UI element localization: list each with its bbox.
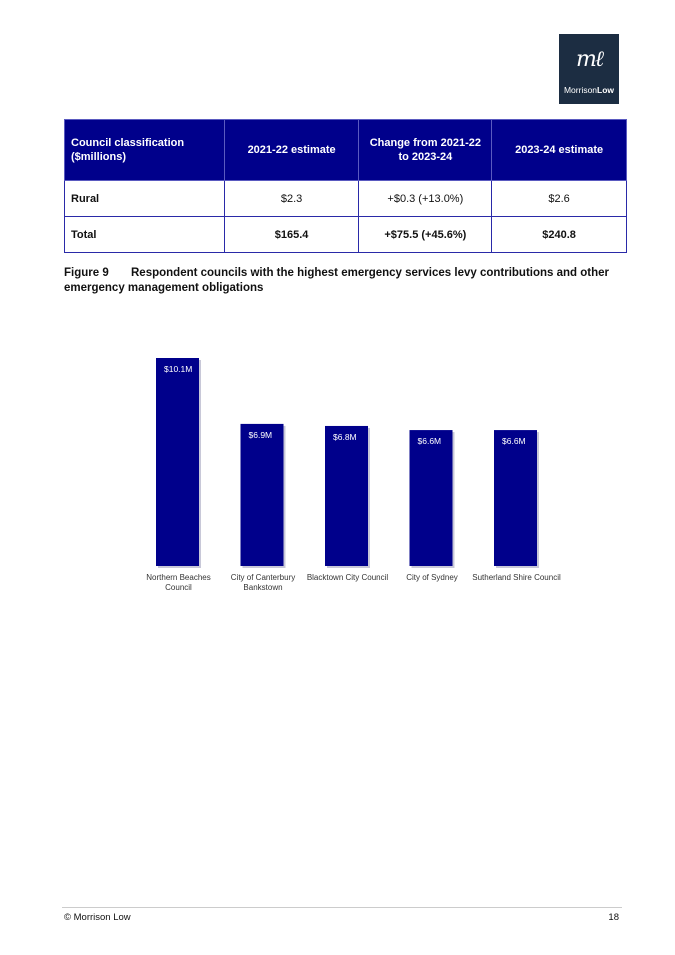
table-header-row (65, 120, 627, 181)
category-label-1: Northern Beaches Council (146, 573, 211, 592)
table-row-total (65, 217, 627, 253)
category-label-2: City of Canterbury Bankstown (230, 573, 296, 592)
council-classification-table (64, 119, 627, 253)
bar-4 (410, 430, 453, 566)
bar-1 (156, 358, 199, 566)
figure-title: Respondent councils with the highest emergency services levy contributions and other emergency management obligations (64, 267, 609, 294)
header-council-classification: Council classification ($millions) (65, 120, 225, 181)
table-cell: $165.4 (224, 217, 359, 253)
data-label-3: $6.8M (333, 431, 357, 442)
table-cell: +$75.5 (+45.6%) (359, 217, 492, 253)
row-label: Rural (65, 181, 225, 217)
category-label-4: City of Sydney (406, 573, 458, 582)
figure-number: Figure 9 (64, 267, 109, 279)
table-cell: $2.6 (492, 181, 627, 217)
header-change: Change from 2021-22 to 2023-24 (359, 120, 492, 181)
logo-mark: mℓ (575, 47, 603, 72)
bar-3 (325, 426, 368, 566)
data-label-5: $6.6M (502, 436, 526, 447)
table-cell: $240.8 (492, 217, 627, 253)
morrison-low-logo (559, 34, 619, 104)
bar-2 (241, 424, 284, 566)
category-label-3: Blacktown City Council (306, 573, 389, 582)
data-label-1: $10.1M (164, 364, 193, 374)
footer-copyright: © Morrison Low (64, 912, 131, 923)
bar-5 (494, 430, 537, 566)
header-2023-24-estimate: 2023-24 estimate (492, 120, 627, 181)
category-label-5: Sutherland Shire Council (472, 573, 561, 582)
table-row (65, 181, 627, 217)
figure-caption (64, 266, 624, 296)
page-number: 18 (608, 912, 619, 923)
row-label: Total (65, 217, 225, 253)
logo-text: MorrisonLow (563, 85, 615, 95)
table-cell: $2.3 (224, 181, 359, 217)
data-label-2: $6.9M (248, 429, 273, 440)
header-2021-22-estimate: 2021-22 estimate (224, 120, 359, 181)
footer-divider (62, 907, 622, 908)
bar-chart (120, 340, 580, 600)
table-cell: +$0.3 (+13.0%) (359, 181, 492, 217)
data-label-4: $6.6M (417, 436, 442, 447)
